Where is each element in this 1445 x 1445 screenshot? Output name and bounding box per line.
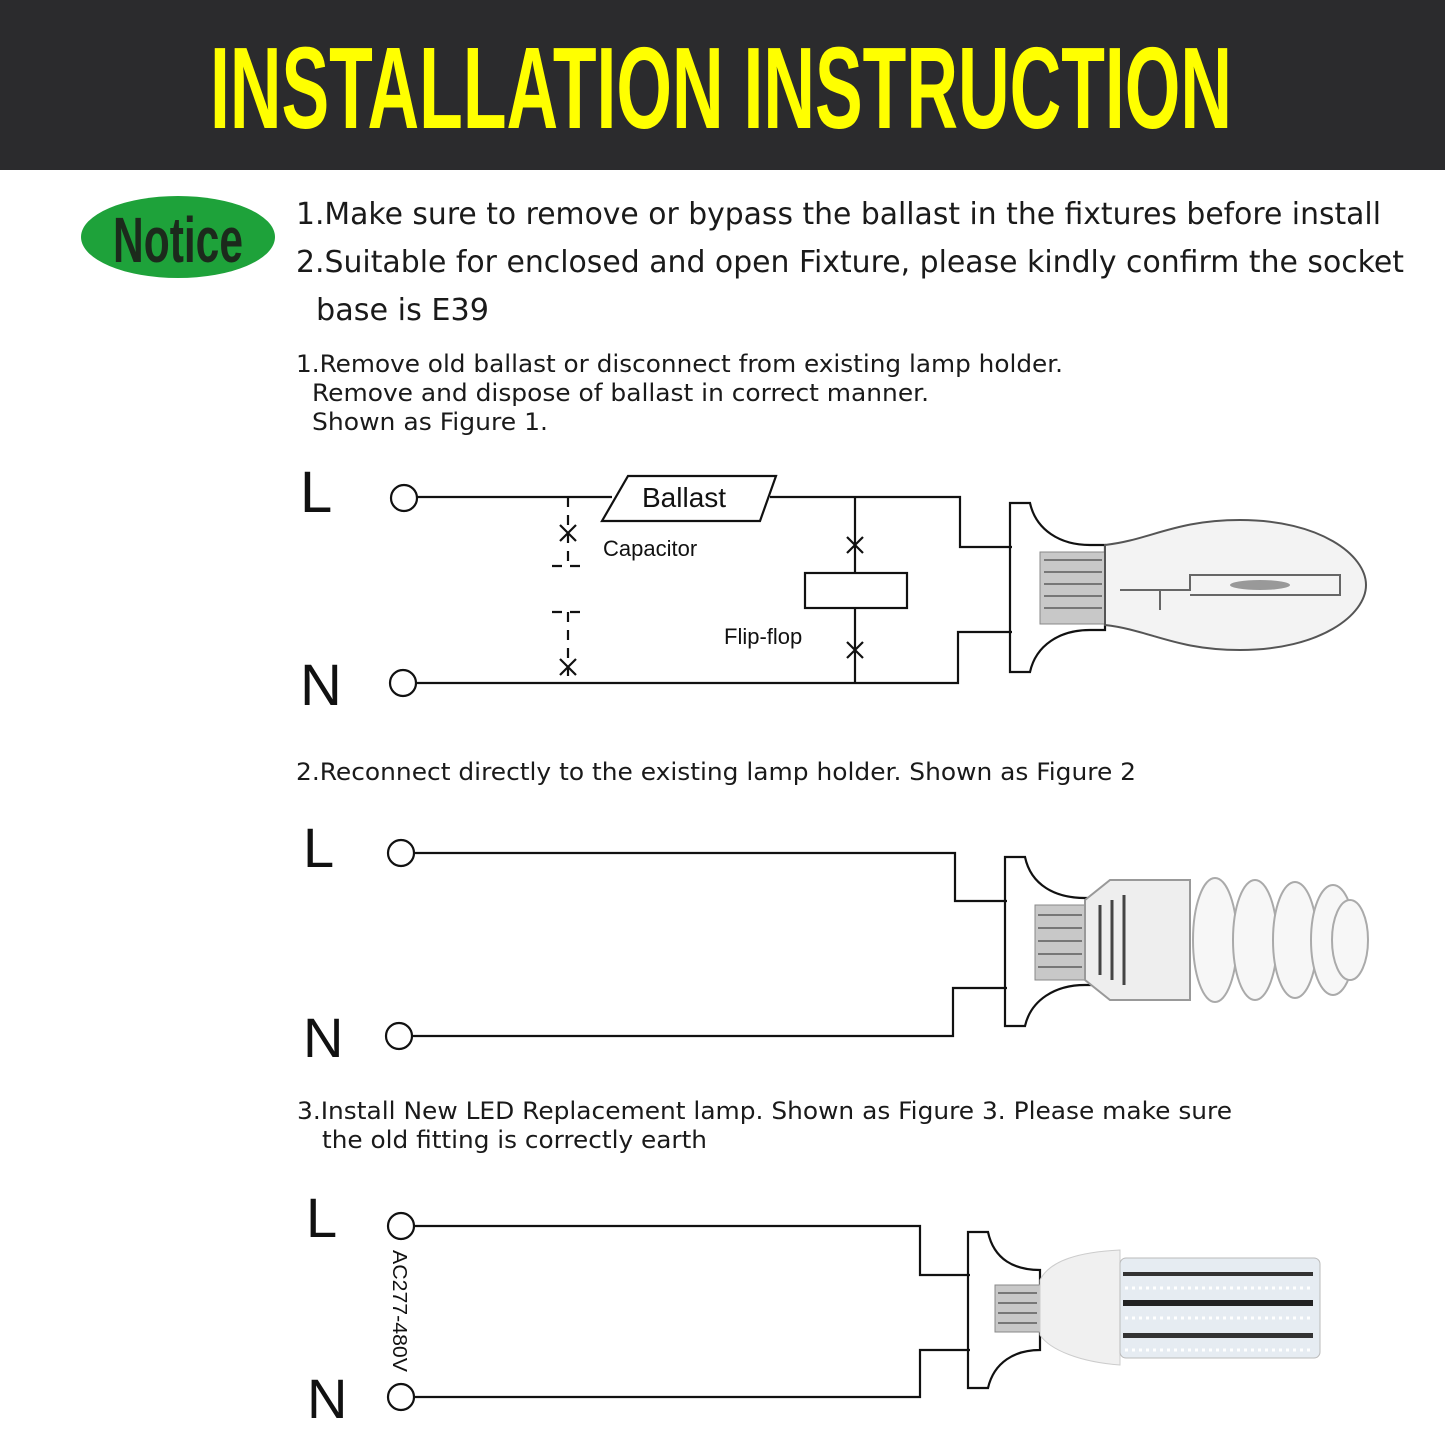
- line-terminal: [391, 485, 417, 511]
- notice-badge: [81, 196, 275, 278]
- notice-line-3: base is E39: [316, 293, 489, 328]
- line-terminal: [388, 840, 414, 866]
- step-1-line-2: Remove and dispose of ballast in correct manner.: [312, 379, 929, 407]
- led-corn-bulb-icon: [995, 1250, 1320, 1365]
- figure-3-led-wiring: [306, 1186, 1320, 1430]
- line-terminal-label: L: [300, 460, 333, 525]
- ballast-label: Ballast: [642, 482, 727, 513]
- line-terminal-label: L: [303, 816, 335, 879]
- step-2-line-1: 2.Reconnect directly to the existing lamp holder. Shown as Figure 2: [296, 758, 1136, 786]
- line-terminal: [388, 1213, 414, 1239]
- ballast-component: [602, 476, 776, 521]
- figure-2-direct-wiring: [303, 816, 1368, 1069]
- voltage-label: AC277-480V: [388, 1250, 410, 1365]
- line-terminal-label: L: [306, 1186, 338, 1249]
- notice-badge-label: Notice: [113, 204, 243, 276]
- step-1-line-3: Shown as Figure 1.: [312, 408, 548, 436]
- neutral-terminal-label: N: [307, 1367, 348, 1430]
- notice-line-1: 1.Make sure to remove or bypass the ballast in the fixtures before install: [296, 197, 1381, 232]
- neutral-terminal: [388, 1384, 414, 1410]
- step-3-line-1: 3.Install New LED Replacement lamp. Shown as Figure 3. Please make sure: [297, 1097, 1232, 1125]
- page-title: INSTALLATION INSTRUCTION: [210, 23, 1232, 153]
- neutral-terminal-label: N: [303, 1006, 344, 1069]
- capacitor-component: [552, 497, 697, 683]
- flip-flop-label: Flip-flop: [724, 624, 803, 649]
- neutral-terminal: [386, 1023, 412, 1049]
- capacitor-label: Capacitor: [603, 536, 698, 561]
- neutral-terminal: [390, 670, 416, 696]
- figure-1-ballast-wiring: [300, 460, 1366, 718]
- cfl-spiral-bulb-icon: [1035, 878, 1368, 1002]
- step-1-line-1: 1.Remove old ballast or disconnect from existing lamp holder.: [296, 350, 1063, 378]
- neutral-terminal-label: N: [300, 653, 342, 718]
- notice-line-2: 2.Suitable for enclosed and open Fixture, please kindly confirm the socket: [296, 245, 1405, 280]
- flip-flop-component: [724, 497, 907, 683]
- step-3-line-2: the old fitting is correctly earth: [322, 1126, 707, 1154]
